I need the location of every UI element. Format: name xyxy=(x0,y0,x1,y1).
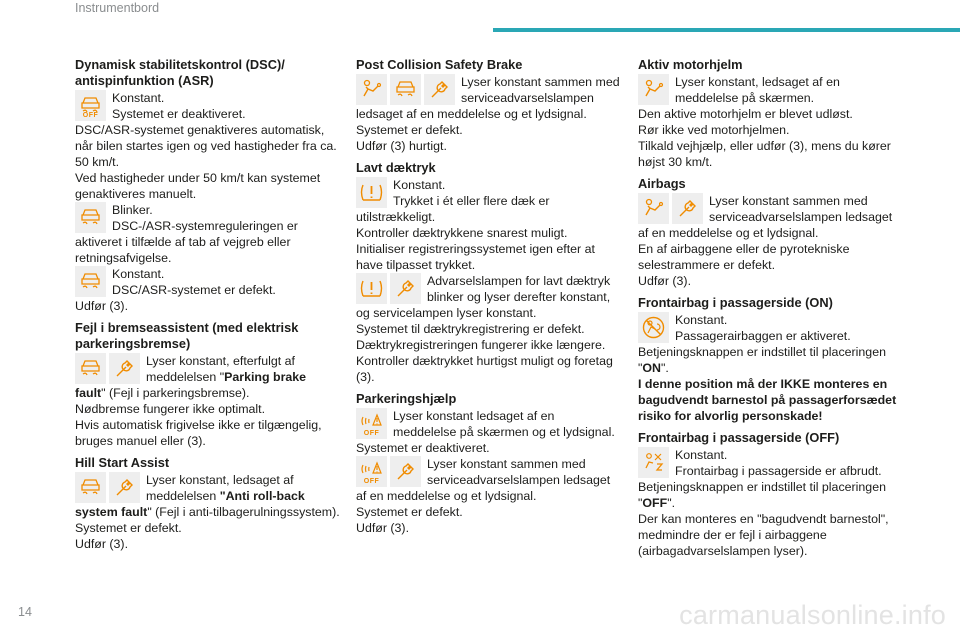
airbag-on-warning-text: I denne position må der IKKE monteres en bagudvendt barnestol på passagerforsædet risiko for alvorlig personskade! xyxy=(638,377,897,423)
section-airbag-off xyxy=(638,430,903,559)
brake-row-text-bold: Parking brake fault xyxy=(75,370,307,400)
tyre-row-2 xyxy=(356,273,621,321)
section-brake-assist xyxy=(75,320,340,449)
hood-icon-group xyxy=(638,74,672,105)
section-airbag-on xyxy=(638,295,903,424)
section-title-airbag-on: Frontairbag i passagerside (ON) xyxy=(638,295,833,310)
airbag-on-icon-group xyxy=(638,312,672,343)
section-title-active-bonnet: Aktiv motorhjelm xyxy=(638,57,743,72)
dsc-off-icon xyxy=(75,90,106,121)
park-sensor-off-icon xyxy=(356,408,387,439)
hood-text-3: Tilkald vejhjælp, eller udfør (3), mens du kører højst 30 km/t. xyxy=(638,139,891,169)
wrench-icon xyxy=(672,193,703,224)
person-bonnet-icon xyxy=(638,74,669,105)
tyre-row-1-text-2: Trykket i ét eller flere dæk er utilstrækkeligt. xyxy=(356,194,550,224)
airbag-on-text-1a: Betjeningsknappen er indstillet til placeringen " xyxy=(638,345,886,375)
park-row-2-text: Lyser konstant sammen med serviceadvarselslampen ledsaget af en meddelelse og et lydsignal. xyxy=(356,457,611,503)
tyre-row-1 xyxy=(356,177,621,225)
hood-row xyxy=(638,74,903,106)
page-header-title: Instrumentbord xyxy=(75,1,160,15)
park-row-1 xyxy=(356,408,621,440)
tyre-icon-group-2 xyxy=(356,273,424,304)
car-icon xyxy=(390,74,421,105)
column-left xyxy=(75,57,340,558)
dsc-row-blink-text-1: Blinker. xyxy=(112,203,153,217)
park-icon-group-2 xyxy=(356,456,424,487)
header-accent-bar xyxy=(493,28,960,32)
section-title-low-tyre: Lavt dæktryk xyxy=(356,160,436,175)
airbag-on-row xyxy=(638,312,903,344)
brake-text-2: Hvis automatisk frigivelse ikke er tilgængelig, bruges manuel eller (3). xyxy=(75,418,322,448)
dsc-row-fault-text-2: DSC/ASR-systemet er defekt. xyxy=(112,283,276,297)
brake-icon-group xyxy=(75,353,143,384)
dsc-row-fault xyxy=(75,266,340,298)
dsc-text-1: DSC/ASR-systemet genaktiveres automatisk, når bilen startes igen og ved hastigheder fra ca. 50 km/t. xyxy=(75,123,337,169)
airbags-row-text: Lyser konstant sammen med serviceadvarselslampen ledsaget af en meddelelse og et lydsignal. xyxy=(638,194,893,240)
tyre-text-4: Dæktrykregistreringen fungerer ikke længere. xyxy=(356,338,606,352)
column-right xyxy=(638,57,903,565)
dsc-row-off-text-1: Konstant. xyxy=(112,91,165,105)
dsc-row-fault-text-1: Konstant. xyxy=(112,267,165,281)
tyre-row-2-text: Advarselslampen for lavt dæktryk blinker og lyser derefter konstant, og servicelampen lyser konstant. xyxy=(356,274,611,320)
hill-row xyxy=(75,472,340,520)
section-title-hill-start: Hill Start Assist xyxy=(75,455,170,470)
airbag-off-row-text-1: Konstant. xyxy=(675,448,728,462)
section-title-airbag-off: Frontairbag i passagerside (OFF) xyxy=(638,430,840,445)
section-dsc xyxy=(75,57,340,314)
pcsb-row-text: Lyser konstant sammen med serviceadvarselslampen ledsaget af en meddelelse og et lydsignal. xyxy=(356,75,620,121)
airbags-row xyxy=(638,193,903,241)
airbag-off-text-1b: OFF xyxy=(642,496,668,510)
section-title-park-assist: Parkeringshjælp xyxy=(356,391,457,406)
airbag-off-text-2: Der kan monteres en "bagudvendt barnestol", medmindre der er fejl i airbaggene (airbagadvarselslampen lyser). xyxy=(638,512,889,558)
airbag-on-row-text-1: Konstant. xyxy=(675,313,728,327)
off-label: OFF xyxy=(363,478,380,485)
wrench-icon xyxy=(424,74,455,105)
hill-text-2: Udfør (3). xyxy=(75,537,129,551)
airbags-text-1: En af airbaggene eller de pyrotekniske selestrammere er defekt. xyxy=(638,242,850,272)
pcsb-row xyxy=(356,74,621,122)
hood-text-2: Rør ikke ved motorhjelmen. xyxy=(638,123,790,137)
park-icon-group-1 xyxy=(356,408,390,439)
tyre-pressure-icon xyxy=(356,177,387,208)
section-title-airbags: Airbags xyxy=(638,176,686,191)
dsc-fault-icon-group xyxy=(75,266,109,297)
brake-row-text-3: " (Fejl i parkeringsbremse). xyxy=(101,386,250,400)
park-row-2 xyxy=(356,456,621,504)
wrench-icon xyxy=(109,353,140,384)
passenger-airbag-on-icon xyxy=(638,312,669,343)
brake-row xyxy=(75,353,340,401)
park-text-2: Systemet er defekt. xyxy=(356,505,463,519)
off-label: OFF xyxy=(82,112,99,119)
tyre-icon-group-1 xyxy=(356,177,390,208)
section-title-brake-assist: Fejl i bremseassistent (med elektrisk parkeringsbremse) xyxy=(75,320,299,351)
airbag-on-text-1 xyxy=(638,344,903,376)
dsc-row-off xyxy=(75,90,340,122)
section-park-assist xyxy=(356,391,621,536)
watermark: carmanualsonline.info xyxy=(679,600,946,630)
wrench-icon xyxy=(390,273,421,304)
section-title-dsc: Dynamisk stabilitetskontrol (DSC)/ antispinfunktion (ASR) xyxy=(75,57,285,88)
dsc-blink-icon-group xyxy=(75,202,109,233)
park-sensor-off-icon xyxy=(356,456,387,487)
off-label: OFF xyxy=(363,430,380,437)
section-active-bonnet xyxy=(638,57,903,170)
dsc-icon xyxy=(75,202,106,233)
airbags-icon-group xyxy=(638,193,706,224)
wrench-icon xyxy=(109,472,140,503)
section-post-collision xyxy=(356,57,621,154)
person-airbag-icon xyxy=(356,74,387,105)
airbag-off-icon-group xyxy=(638,447,672,478)
tyre-pressure-icon xyxy=(356,273,387,304)
airbag-off-row xyxy=(638,447,903,479)
pcsb-text-1: Systemet er defekt. xyxy=(356,123,463,137)
column-middle xyxy=(356,57,621,542)
park-text-1: Systemet er deaktiveret. xyxy=(356,441,490,455)
tyre-text-5: Kontroller dæktrykket hurtigst muligt og foretag (3). xyxy=(356,354,613,384)
dsc-icon xyxy=(75,353,106,384)
section-low-tyre xyxy=(356,160,621,385)
passenger-airbag-off-icon xyxy=(638,447,669,478)
airbag-off-text-1 xyxy=(638,479,903,511)
airbag-off-row-text-2: Frontairbag i passagerside er afbrudt. xyxy=(675,464,882,478)
hill-row-text-1: Lyser konstant, ledsaget af meddelelsen xyxy=(146,473,294,503)
airbag-on-row-text-2: Passagerairbaggen er aktiveret. xyxy=(675,329,851,343)
hill-row-text-3: " (Fejl i anti-tilbagerulningssystem). xyxy=(147,505,340,519)
hill-icon-group xyxy=(75,472,143,503)
airbag-on-text-1c: ". xyxy=(661,361,669,375)
park-text-3: Udfør (3). xyxy=(356,521,410,535)
airbags-text-2: Udfør (3). xyxy=(638,274,692,288)
tyre-text-2: Initialiser registreringssystemet igen efter at have tilpasset trykket. xyxy=(356,242,595,272)
brake-text-1: Nødbremse fungerer ikke optimalt. xyxy=(75,402,266,416)
pcsb-text-2: Udfør (3) hurtigt. xyxy=(356,139,447,153)
airbag-on-warning xyxy=(638,376,903,424)
hill-row-text-bold: "Anti roll-back system fault xyxy=(75,489,305,519)
wrench-icon xyxy=(390,456,421,487)
park-row-1-text: Lyser konstant ledsaget af en meddelelse på skærmen og et lydsignal. xyxy=(393,409,615,439)
airbag-icon xyxy=(638,193,669,224)
section-hill-start xyxy=(75,455,340,552)
airbag-off-text-1c: ". xyxy=(667,496,676,510)
dsc-text-2: Ved hastigheder under 50 km/t kan systemet genaktiveres manuelt. xyxy=(75,171,321,201)
tyre-row-1-text-1: Konstant. xyxy=(393,178,446,192)
airbag-on-text-1b: ON xyxy=(642,361,661,375)
dsc-text-3: Udfør (3). xyxy=(75,299,129,313)
page-number: 14 xyxy=(18,605,32,619)
dsc-row-blink-text-2: DSC-/ASR-systemreguleringen er aktiveret i tilfælde af tab af vejgreb eller retningsafvigelse. xyxy=(75,219,298,265)
section-title-post-collision: Post Collision Safety Brake xyxy=(356,57,523,72)
hill-text-1: Systemet er defekt. xyxy=(75,521,182,535)
dsc-icon xyxy=(75,266,106,297)
section-airbags xyxy=(638,176,903,289)
brake-row-text-1: Lyser konstant, efterfulgt af meddelelsen " xyxy=(146,354,295,384)
tyre-text-3: Systemet til dæktrykregistrering er defekt. xyxy=(356,322,585,336)
pcsb-icon-group xyxy=(356,74,458,105)
hood-text-1: Den aktive motorhjelm er blevet udløst. xyxy=(638,107,853,121)
dsc-row-off-text-2: Systemet er deaktiveret. xyxy=(112,107,246,121)
dsc-icon xyxy=(75,472,106,503)
dsc-row-blink xyxy=(75,202,340,266)
dsc-off-icon-group xyxy=(75,90,109,121)
hood-row-text: Lyser konstant, ledsaget af en meddelelse på skærmen. xyxy=(675,75,840,105)
tyre-text-1: Kontroller dæktrykkene snarest muligt. xyxy=(356,226,568,240)
airbag-off-text-1a: Betjeningsknappen er indstillet til placeringen " xyxy=(638,480,886,510)
